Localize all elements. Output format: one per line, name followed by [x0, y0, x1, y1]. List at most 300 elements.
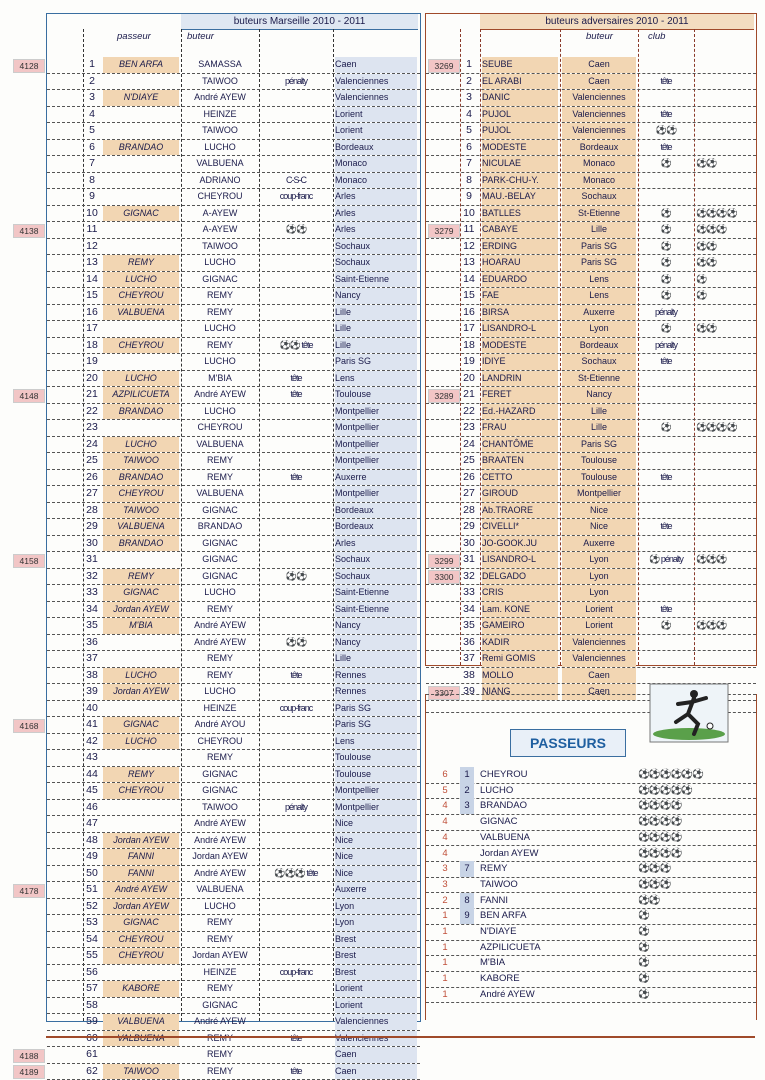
opponent: Monaco [335, 156, 417, 172]
opponent: Auxerre [335, 470, 417, 486]
opponent: Bordeaux [335, 519, 417, 535]
passeur: BEN ARFA [103, 57, 179, 73]
opponent: Brest [335, 932, 417, 948]
goal-number: 48 [83, 833, 101, 849]
match-code: 4178 [13, 884, 45, 898]
goal-note: ⚽ [640, 420, 692, 436]
passeur: AZPILICUETA [103, 387, 179, 403]
scorer-row [47, 701, 420, 718]
goal-number: 16 [460, 305, 478, 321]
goal-number: 35 [460, 618, 478, 634]
buteur: REMY [183, 981, 257, 997]
passeur-row [426, 877, 756, 894]
bottom-border [46, 1036, 755, 1038]
opponent-club: Lorient [562, 602, 636, 618]
passeur-name: TAIWOO [480, 877, 570, 893]
assist-balls: ⚽ [638, 955, 738, 971]
goal-number: 23 [460, 420, 478, 436]
goal-number: 57 [83, 981, 101, 997]
goal-number: 18 [460, 338, 478, 354]
goal-number: 60 [83, 1031, 101, 1047]
goal-number: 20 [460, 371, 478, 387]
opponent-buteur: MAU.-BELAY [482, 189, 558, 205]
passeur: LUCHO [103, 668, 179, 684]
scorer-row [47, 1031, 420, 1048]
opponent-scorer-row [426, 206, 756, 223]
assist-count: 1 [438, 940, 452, 956]
scorer-row [47, 189, 420, 206]
opponent-club: Toulouse [562, 453, 636, 469]
goal-number: 54 [83, 932, 101, 948]
goal-number: 19 [460, 354, 478, 370]
passeur-name: REMY [480, 861, 570, 877]
buteur: André AYEW [183, 618, 257, 634]
assist-rank: 7 [460, 861, 474, 877]
goal-note: tête [640, 107, 692, 123]
opponent: Caen [335, 1047, 417, 1063]
opponent: Valenciennes [335, 74, 417, 90]
opponent: Montpellier [335, 437, 417, 453]
goal-note: tête [261, 1064, 331, 1080]
goal-number: 39 [460, 684, 478, 700]
goal-note: ⚽ [640, 618, 692, 634]
buteur: LUCHO [183, 404, 257, 420]
match-code: 4168 [13, 719, 45, 733]
passeur-row [426, 830, 756, 847]
scorer-row [47, 981, 420, 998]
opponent-scorer-row [426, 371, 756, 388]
assist-count: 4 [438, 830, 452, 846]
goal-number: 41 [83, 717, 101, 733]
match-code: 4138 [13, 224, 45, 238]
goal-note: ⚽ [640, 255, 692, 271]
opponent: Valenciennes [335, 90, 417, 106]
opponent: Nancy [335, 288, 417, 304]
passeur-name: BEN ARFA [480, 908, 570, 924]
goal-number: 21 [460, 387, 478, 403]
opponent: Lyon [335, 899, 417, 915]
goal-number: 5 [83, 123, 101, 139]
goal-number: 43 [83, 750, 101, 766]
goal-number: 9 [83, 189, 101, 205]
buteur: REMY [183, 338, 257, 354]
assist-balls: ⚽ [638, 908, 738, 924]
passeur-name: KABORE [480, 971, 570, 987]
opponent: Lorient [335, 998, 417, 1014]
goal-number: 46 [83, 800, 101, 816]
opponent-scorer-row [426, 651, 756, 668]
opponent-buteur: GAMEIRO [482, 618, 558, 634]
buteur: GIGNAC [183, 503, 257, 519]
opponent-club: Valenciennes [562, 123, 636, 139]
goal-note: ⚽⚽ [261, 569, 331, 585]
goal-number: 34 [83, 602, 101, 618]
opponent-buteur: CETTO [482, 470, 558, 486]
opponent-scorer-row [426, 338, 756, 355]
passeur: CHEYROU [103, 948, 179, 964]
col-passeur-header: passeur [117, 31, 151, 43]
buteur: GIGNAC [183, 536, 257, 552]
opponent-club: St-Etienne [562, 206, 636, 222]
scorer-row [47, 1014, 420, 1031]
opponent-scorer-row [426, 585, 756, 602]
opponent-scorer-row [426, 602, 756, 619]
opponent-buteur: SEUBE [482, 57, 558, 73]
opponent-club: Valenciennes [562, 635, 636, 651]
opponent: Sochaux [335, 239, 417, 255]
assist-balls: ⚽⚽⚽ [638, 877, 738, 893]
goal-note: ⚽ [640, 272, 692, 288]
opponent-scorer-row [426, 618, 756, 635]
passeur-row [426, 924, 756, 941]
passeur: BRANDAO [103, 140, 179, 156]
goal-number: 36 [83, 635, 101, 651]
col-club-header: club [648, 31, 665, 43]
opponent: Rennes [335, 684, 417, 700]
match-code: 4158 [13, 554, 45, 568]
opponent: Sochaux [335, 255, 417, 271]
opponent: Nancy [335, 635, 417, 651]
buteur: Jordan AYEW [183, 849, 257, 865]
scorer-row [47, 453, 420, 470]
buteur: André AYEW [183, 1014, 257, 1030]
passeur: CHEYROU [103, 288, 179, 304]
opponent-scorer-row [426, 90, 756, 107]
scorer-row [47, 371, 420, 388]
scorer-row [47, 602, 420, 619]
opponent-scorer-row [426, 635, 756, 652]
goal-number: 17 [83, 321, 101, 337]
goal-number: 39 [83, 684, 101, 700]
goal-number: 55 [83, 948, 101, 964]
opponent-club: Auxerre [562, 536, 636, 552]
assist-rank: 9 [460, 908, 474, 924]
buteur: REMY [183, 602, 257, 618]
goal-number: 32 [460, 569, 478, 585]
buteur: André AYOU [183, 717, 257, 733]
buteur: CHEYROU [183, 734, 257, 750]
goal-number: 25 [460, 453, 478, 469]
goal-number: 26 [83, 470, 101, 486]
scorer-row [47, 437, 420, 454]
goal-note: tête [261, 668, 331, 684]
passeur: REMY [103, 767, 179, 783]
opponent-buteur: EL ARABI [482, 74, 558, 90]
goal-balls: ⚽⚽⚽⚽ [696, 206, 754, 222]
opponent: Montpellier [335, 800, 417, 816]
opponent-scorer-row [426, 552, 756, 569]
assist-count: 6 [438, 767, 452, 783]
opponent-scorer-row [426, 222, 756, 239]
goal-number: 59 [83, 1014, 101, 1030]
buteur: LUCHO [183, 684, 257, 700]
passeur: GIGNAC [103, 717, 179, 733]
opponent: Montpellier [335, 783, 417, 799]
opponent-club: Caen [562, 684, 636, 700]
goal-number: 5 [460, 123, 478, 139]
opponent-buteur: EDUARDO [482, 272, 558, 288]
match-code: 3300 [428, 570, 460, 584]
opponent-buteur: LISANDRO-L [482, 321, 558, 337]
assist-balls: ⚽⚽ [638, 893, 738, 909]
goal-number: 10 [460, 206, 478, 222]
goal-number: 20 [83, 371, 101, 387]
opponent: Montpellier [335, 404, 417, 420]
opponent-club: Caen [562, 668, 636, 684]
buteur: Jordan AYEW [183, 948, 257, 964]
goal-number: 6 [83, 140, 101, 156]
scorer-row [47, 519, 420, 536]
scorer-row [47, 222, 420, 239]
opponent-club: Valenciennes [562, 651, 636, 667]
match-code: 3289 [428, 389, 460, 403]
opponent: Lorient [335, 981, 417, 997]
opponent: Lens [335, 734, 417, 750]
buteur: LUCHO [183, 899, 257, 915]
opponent: Montpellier [335, 486, 417, 502]
opponent: Saint-Etienne [335, 602, 417, 618]
goal-number: 23 [83, 420, 101, 436]
opponent-club: Paris SG [562, 255, 636, 271]
scorer-row [47, 338, 420, 355]
scorer-row [47, 90, 420, 107]
opponent: Nice [335, 833, 417, 849]
opponent-scorer-row [426, 239, 756, 256]
goal-number: 36 [460, 635, 478, 651]
passeur: Jordan AYEW [103, 602, 179, 618]
opponent: Toulouse [335, 767, 417, 783]
scorer-row [47, 420, 420, 437]
goal-number: 22 [83, 404, 101, 420]
goal-number: 13 [83, 255, 101, 271]
goal-note: pénalty [640, 338, 692, 354]
opponent-club: Nice [562, 503, 636, 519]
buteur: LUCHO [183, 255, 257, 271]
goal-note: tête [261, 1031, 331, 1047]
buteur: REMY [183, 932, 257, 948]
opponent: Nancy [335, 618, 417, 634]
goal-number: 1 [460, 57, 478, 73]
buteur: REMY [183, 1064, 257, 1080]
passeur-name: André AYEW [480, 987, 570, 1003]
goal-number: 22 [460, 404, 478, 420]
goal-number: 13 [460, 255, 478, 271]
opponent-club: Lyon [562, 552, 636, 568]
passeur-name: N'DIAYE [480, 924, 570, 940]
buteur: BRANDAO [183, 519, 257, 535]
opponent-scorer-row [426, 189, 756, 206]
opponent: Caen [335, 57, 417, 73]
opponent-scorer-row [426, 503, 756, 520]
goal-number: 15 [460, 288, 478, 304]
buteur: REMY [183, 453, 257, 469]
goal-balls: ⚽⚽⚽ [696, 222, 754, 238]
passeur: Jordan AYEW [103, 899, 179, 915]
opponent-buteur: CRIS [482, 585, 558, 601]
passeur: TAIWOO [103, 503, 179, 519]
opponent-scorer-row [426, 57, 756, 74]
scorer-row [47, 750, 420, 767]
opponent-scorer-row [426, 420, 756, 437]
opponent-scorers-table [425, 13, 757, 666]
opponent-club: Valenciennes [562, 90, 636, 106]
passeur-row [426, 908, 756, 925]
scorer-row [47, 569, 420, 586]
right-rows [426, 57, 756, 701]
opponent: Caen [335, 1064, 417, 1080]
opponent-buteur: DELGADO [482, 569, 558, 585]
opponent: Bordeaux [335, 140, 417, 156]
goal-note: ⚽⚽ tête [261, 338, 331, 354]
goal-number: 38 [83, 668, 101, 684]
goal-number: 28 [460, 503, 478, 519]
passeur-name: LUCHO [480, 783, 570, 799]
goal-number: 44 [83, 767, 101, 783]
buteur: GIGNAC [183, 569, 257, 585]
goal-balls: ⚽⚽ [696, 239, 754, 255]
goal-note: tête [261, 470, 331, 486]
passeur-row [426, 955, 756, 972]
assist-count: 4 [438, 798, 452, 814]
opponent: Nice [335, 816, 417, 832]
goal-note: pénalty [640, 305, 692, 321]
opponent-club: Monaco [562, 173, 636, 189]
goal-number: 28 [83, 503, 101, 519]
assist-count: 1 [438, 908, 452, 924]
passeur-name: M'BIA [480, 955, 570, 971]
scorer-row [47, 767, 420, 784]
passeur-name: Jordan AYEW [480, 846, 570, 862]
goal-note: ⚽⚽ [640, 123, 692, 139]
opponent-buteur: IDIYE [482, 354, 558, 370]
scorer-row [47, 470, 420, 487]
goal-note: tête [640, 74, 692, 90]
scorer-row [47, 536, 420, 553]
buteur: LUCHO [183, 321, 257, 337]
goal-note: tête [640, 470, 692, 486]
opponent-buteur: NIANG [482, 684, 558, 700]
goal-number: 16 [83, 305, 101, 321]
assist-count: 1 [438, 971, 452, 987]
opponent: Saint-Etienne [335, 585, 417, 601]
opponent-club: Auxerre [562, 305, 636, 321]
goal-note: C-S-C [261, 173, 331, 189]
scorer-row [47, 486, 420, 503]
opponent: Toulouse [335, 387, 417, 403]
goal-number: 8 [83, 173, 101, 189]
goal-number: 30 [83, 536, 101, 552]
goal-balls: ⚽⚽⚽⚽ [696, 420, 754, 436]
scorer-row [47, 140, 420, 157]
goal-note: tête [640, 519, 692, 535]
passeur: M'BIA [103, 618, 179, 634]
passeur-row [426, 814, 756, 831]
assist-count: 1 [438, 955, 452, 971]
scorer-row [47, 57, 420, 74]
opponent: Brest [335, 965, 417, 981]
buteur: André AYEW [183, 635, 257, 651]
scorer-row [47, 255, 420, 272]
passeur-row [426, 987, 756, 1004]
opponent-club: Monaco [562, 156, 636, 172]
goal-number: 31 [83, 552, 101, 568]
goal-number: 11 [460, 222, 478, 238]
passeur: CHEYROU [103, 338, 179, 354]
buteur: A-AYEW [183, 222, 257, 238]
goal-note: ⚽ [640, 222, 692, 238]
opponent: Auxerre [335, 882, 417, 898]
opponent-scorer-row [426, 156, 756, 173]
opponent-club: Sochaux [562, 354, 636, 370]
passeur-row [426, 783, 756, 800]
passeurs-panel [425, 694, 757, 1020]
buteur: André AYEW [183, 866, 257, 882]
opponent-club: Lille [562, 404, 636, 420]
goal-number: 38 [460, 668, 478, 684]
goal-number: 17 [460, 321, 478, 337]
scorer-row [47, 503, 420, 520]
opponent-buteur: PUJOL [482, 123, 558, 139]
opponent-buteur: DANIC [482, 90, 558, 106]
opponent-buteur: MODESTE [482, 140, 558, 156]
scorer-row [47, 684, 420, 701]
opponent: Lille [335, 651, 417, 667]
buteur: REMY [183, 668, 257, 684]
scorer-row [47, 717, 420, 734]
passeur: LUCHO [103, 371, 179, 387]
opponent-scorer-row [426, 387, 756, 404]
buteur: ADRIANO [183, 173, 257, 189]
goal-number: 33 [83, 585, 101, 601]
opponent-buteur: MODESTE [482, 338, 558, 354]
opponent-scorer-row [426, 321, 756, 338]
goal-number: 2 [460, 74, 478, 90]
passeur: REMY [103, 569, 179, 585]
passeur: TAIWOO [103, 1064, 179, 1080]
buteur: André AYEW [183, 387, 257, 403]
opponent-buteur: NICULAE [482, 156, 558, 172]
goal-balls: ⚽ [696, 272, 754, 288]
goal-number: 4 [83, 107, 101, 123]
opponent-club: Lens [562, 272, 636, 288]
passeur: VALBUENA [103, 305, 179, 321]
opponent-buteur: Remi GOMIS [482, 651, 558, 667]
goal-number: 58 [83, 998, 101, 1014]
opponent: Saint-Etienne [335, 272, 417, 288]
passeur: FANNI [103, 866, 179, 882]
assist-count: 5 [438, 783, 452, 799]
goal-number: 42 [83, 734, 101, 750]
opponent: Lens [335, 371, 417, 387]
scorer-row [47, 305, 420, 322]
passeur: BRANDAO [103, 470, 179, 486]
scorer-row [47, 239, 420, 256]
match-code: 4128 [13, 59, 45, 73]
passeur-name: GIGNAC [480, 814, 570, 830]
assist-rank: 1 [460, 767, 474, 783]
opponent: Arles [335, 206, 417, 222]
passeur-row [426, 940, 756, 957]
passeur: FANNI [103, 849, 179, 865]
goal-number: 49 [83, 849, 101, 865]
opponent-club: Lille [562, 420, 636, 436]
scorer-row [47, 948, 420, 965]
goal-number: 7 [83, 156, 101, 172]
buteur: LUCHO [183, 585, 257, 601]
passeur: CHEYROU [103, 783, 179, 799]
scorer-row [47, 74, 420, 91]
opponent-buteur: FAE [482, 288, 558, 304]
